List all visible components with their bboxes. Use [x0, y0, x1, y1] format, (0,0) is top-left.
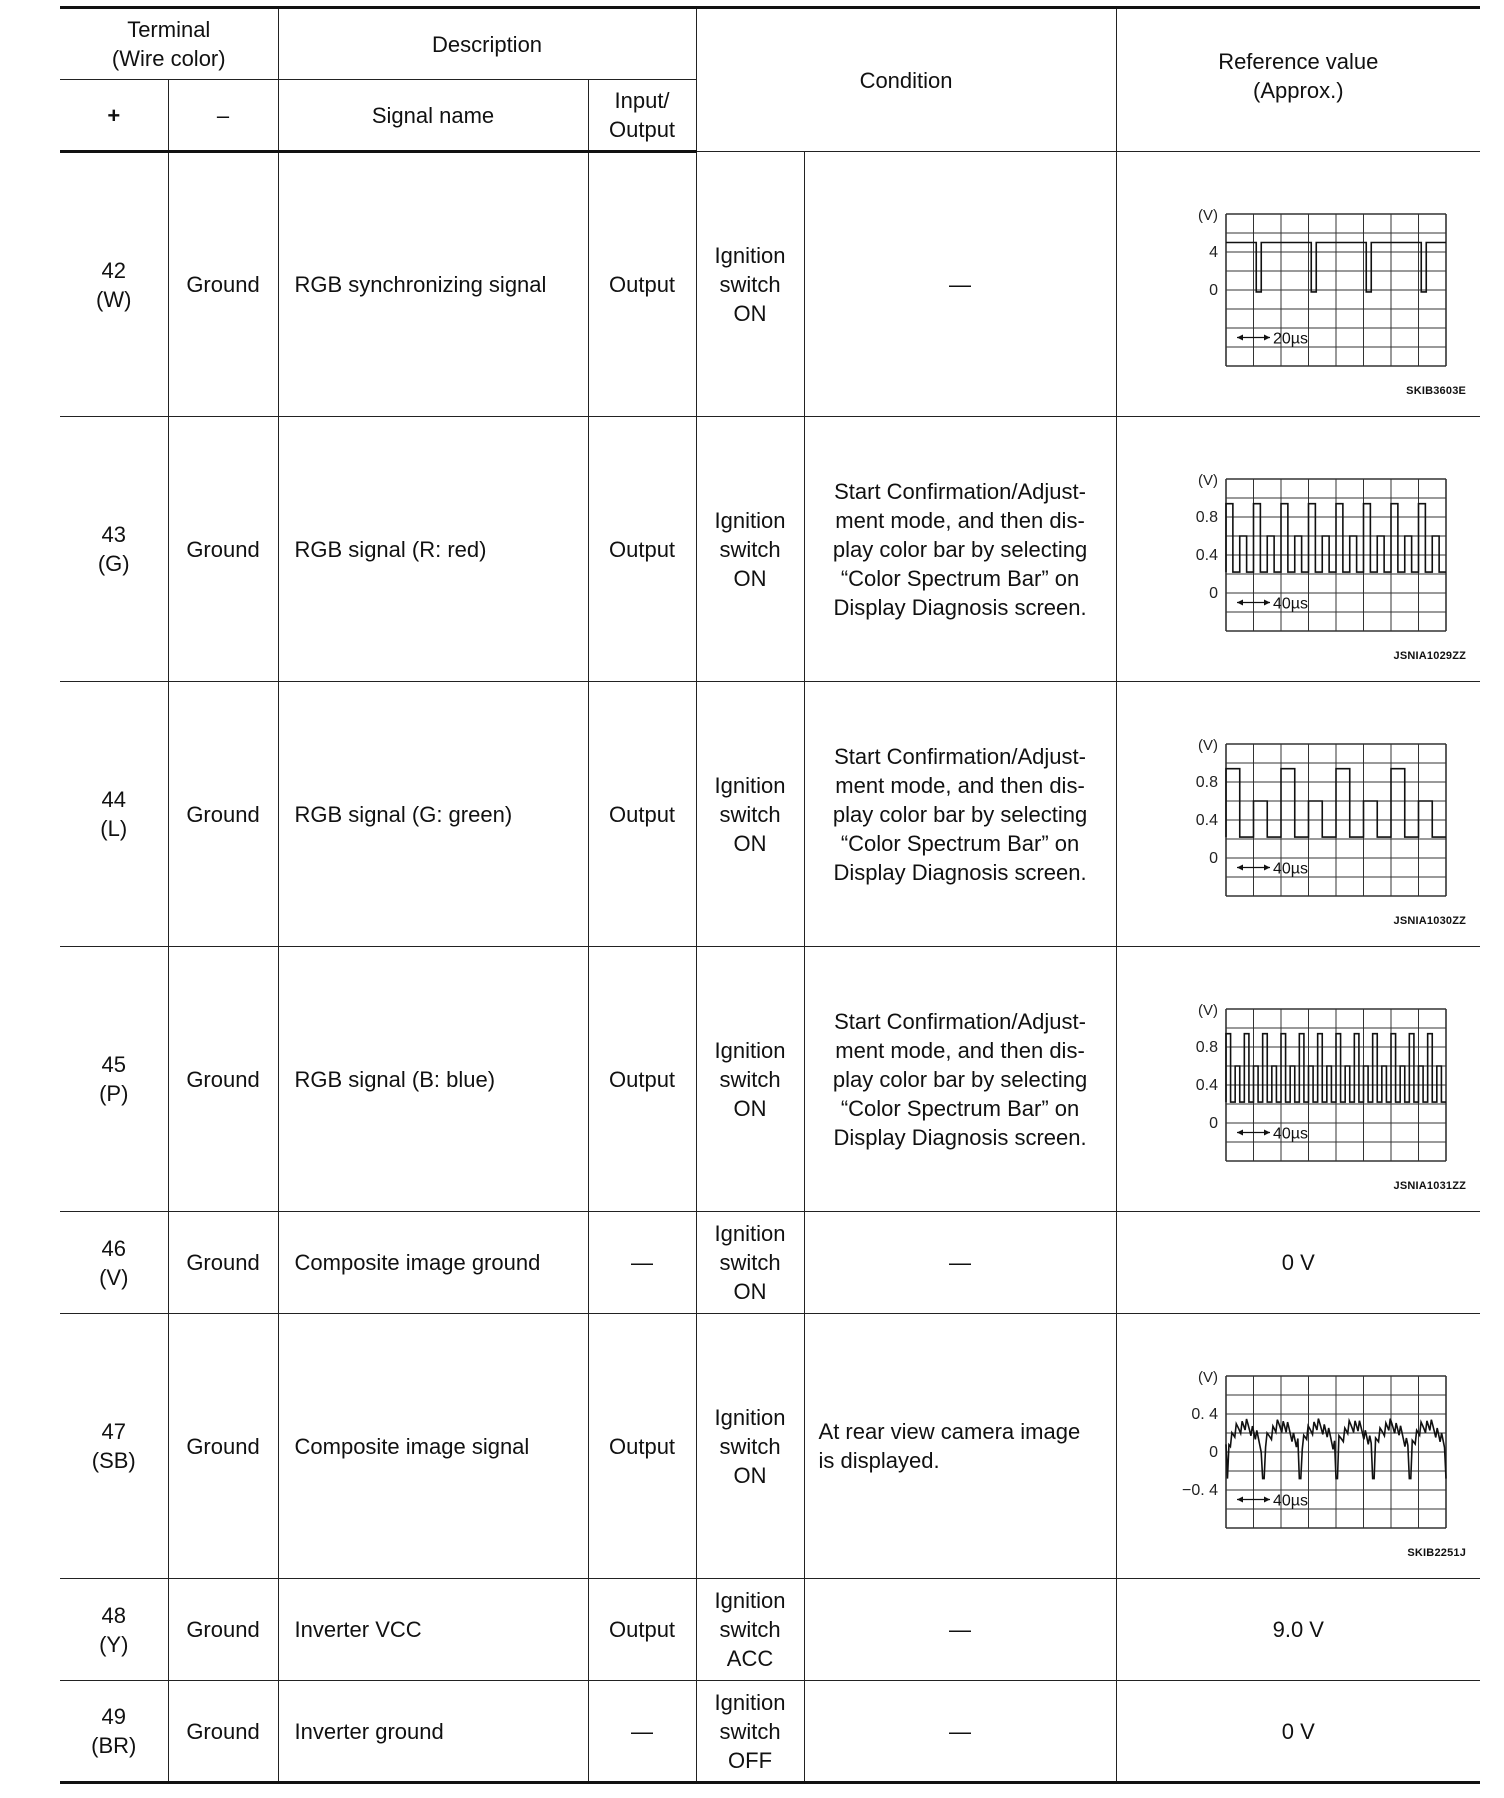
- figure-id: JSNIA1031ZZ: [1393, 1180, 1467, 1192]
- scope-waveform: [1226, 503, 1446, 571]
- terminal-number: 46 (V): [60, 1212, 168, 1314]
- ground-terminal: Ground: [168, 947, 278, 1212]
- terminal-number: 45 (P): [60, 947, 168, 1212]
- io-direction: Output: [588, 1314, 696, 1579]
- condition-detail: Start Confirmation/Adjust- ment mode, and then dis- play color bar by selecting “Color Spectrum Bar” on Display Diagnosis screen.: [804, 417, 1116, 682]
- ignition-condition: Ignition switch ON: [696, 417, 804, 682]
- io-direction: Output: [588, 1579, 696, 1681]
- scope-unit-label: (V): [1198, 1368, 1219, 1386]
- reference-value: [1116, 1579, 1480, 1681]
- table-row: [60, 1579, 1480, 1681]
- ignition-condition: Ignition switch ACC: [696, 1579, 804, 1681]
- scope-unit-label: (V): [1198, 206, 1219, 224]
- scope-tick-label: 0: [1209, 849, 1219, 867]
- signal-name: Inverter ground: [278, 1681, 588, 1783]
- condition-detail: Start Confirmation/Adjust- ment mode, and then dis- play color bar by selecting “Color Spectrum Bar” on Display Diagnosis screen.: [804, 682, 1116, 947]
- scope-tick-label: 0.4: [1196, 546, 1219, 564]
- scope-tick-label: 0: [1209, 1114, 1219, 1132]
- reference-value: [1116, 682, 1480, 947]
- figure-id: SKIB2251J: [1407, 1547, 1467, 1559]
- scope-tick-label: −0. 4: [1182, 1481, 1219, 1499]
- scope-tick-label: 0: [1209, 1443, 1219, 1461]
- signal-name: Composite image ground: [278, 1212, 588, 1314]
- reference-value: [1116, 417, 1480, 682]
- signal-name: Inverter VCC: [278, 1579, 588, 1681]
- condition-detail: At rear view camera image is displayed.: [804, 1314, 1116, 1579]
- signal-name: RGB signal (G: green): [278, 682, 588, 947]
- table-row: [60, 682, 1480, 947]
- header-description: Description: [278, 8, 696, 80]
- reference-value: [1116, 1314, 1480, 1579]
- reference-value: [1116, 1212, 1480, 1314]
- figure-id: JSNIA1030ZZ: [1393, 915, 1467, 927]
- ground-terminal: Ground: [168, 1212, 278, 1314]
- terminal-number: 48 (Y): [60, 1579, 168, 1681]
- ground-terminal: Ground: [168, 1579, 278, 1681]
- terminal-number: 43 (G): [60, 417, 168, 682]
- signal-name: RGB signal (R: red): [278, 417, 588, 682]
- table-row: [60, 1681, 1480, 1783]
- table-row: [60, 947, 1480, 1212]
- ignition-condition: Ignition switch ON: [696, 682, 804, 947]
- scope-unit-label: (V): [1198, 471, 1219, 489]
- oscilloscope-figure: [1148, 192, 1448, 377]
- scope-tick-label: 0.4: [1196, 811, 1219, 829]
- ground-terminal: Ground: [168, 682, 278, 947]
- header-condition: Condition: [696, 8, 1116, 152]
- figure-id: SKIB3603E: [1406, 385, 1467, 397]
- time-scale-label: 20µs: [1273, 330, 1309, 347]
- time-scale-label: 40µs: [1273, 1125, 1309, 1142]
- io-direction: —: [588, 1681, 696, 1783]
- scope-unit-label: (V): [1198, 736, 1219, 754]
- time-scale-label: 40µs: [1273, 860, 1309, 877]
- io-direction: Output: [588, 417, 696, 682]
- ground-terminal: Ground: [168, 1314, 278, 1579]
- reference-value: [1116, 1681, 1480, 1783]
- header-minus: –: [168, 80, 278, 152]
- reference-value: [1116, 947, 1480, 1212]
- ignition-condition: Ignition switch ON: [696, 152, 804, 417]
- header-io: Input/ Output: [588, 80, 696, 152]
- ignition-condition: Ignition switch ON: [696, 1314, 804, 1579]
- table-row: [60, 1212, 1480, 1314]
- table-row: [60, 1314, 1480, 1579]
- oscilloscope-figure: [1148, 1354, 1448, 1539]
- scope-tick-label: 0.4: [1196, 1076, 1219, 1094]
- condition-detail: —: [804, 1681, 1116, 1783]
- time-scale-label: 40µs: [1273, 595, 1309, 612]
- scope-grid: [1226, 1376, 1446, 1528]
- table-row: [60, 152, 1480, 417]
- condition-detail: —: [804, 1212, 1116, 1314]
- io-direction: —: [588, 1212, 696, 1314]
- scope-tick-label: 0.8: [1196, 1038, 1219, 1056]
- scope-waveform: [1226, 768, 1446, 836]
- reference-voltage: 0 V: [1281, 1718, 1315, 1744]
- time-scale-label: 40µs: [1273, 1492, 1309, 1509]
- oscilloscope-figure: [1148, 457, 1448, 642]
- ignition-condition: Ignition switch ON: [696, 947, 804, 1212]
- terminal-spec-table: [60, 6, 1480, 1784]
- ground-terminal: Ground: [168, 152, 278, 417]
- ignition-condition: Ignition switch OFF: [696, 1681, 804, 1783]
- io-direction: Output: [588, 152, 696, 417]
- terminal-number: 47 (SB): [60, 1314, 168, 1579]
- oscilloscope-figure: [1148, 987, 1448, 1172]
- terminal-number: 42 (W): [60, 152, 168, 417]
- scope-tick-label: 0. 4: [1191, 1405, 1219, 1423]
- header-row-1: [60, 8, 1480, 80]
- signal-name: Composite image signal: [278, 1314, 588, 1579]
- scope-tick-label: 0: [1209, 584, 1219, 602]
- terminal-number: 44 (L): [60, 682, 168, 947]
- condition-detail: Start Confirmation/Adjust- ment mode, and then dis- play color bar by selecting “Color Spectrum Bar” on Display Diagnosis screen.: [804, 947, 1116, 1212]
- reference-voltage: 0 V: [1281, 1250, 1315, 1275]
- scope-tick-label: 0: [1209, 281, 1219, 299]
- signal-name: RGB signal (B: blue): [278, 947, 588, 1212]
- condition-detail: —: [804, 1579, 1116, 1681]
- terminal-number: 49 (BR): [60, 1681, 168, 1783]
- condition-detail: —: [804, 152, 1116, 417]
- header-signal-name: Signal name: [278, 80, 588, 152]
- table-row: [60, 417, 1480, 682]
- io-direction: Output: [588, 682, 696, 947]
- header-terminal: Terminal (Wire color): [60, 8, 278, 80]
- scope-tick-label: 4: [1209, 243, 1219, 261]
- reference-value: [1116, 152, 1480, 417]
- ground-terminal: Ground: [168, 1681, 278, 1783]
- oscilloscope-figure: [1148, 722, 1448, 907]
- scope-waveform: [1226, 1033, 1446, 1101]
- scope-tick-label: 0.8: [1196, 508, 1219, 526]
- io-direction: Output: [588, 947, 696, 1212]
- scope-tick-label: 0.8: [1196, 773, 1219, 791]
- header-plus: +: [60, 80, 168, 152]
- scope-grid: [1226, 214, 1446, 366]
- header-reference: Reference value (Approx.): [1116, 8, 1480, 152]
- signal-name: RGB synchronizing signal: [278, 152, 588, 417]
- scope-unit-label: (V): [1198, 1001, 1219, 1019]
- reference-voltage: 9.0 V: [1272, 1617, 1324, 1642]
- ground-terminal: Ground: [168, 417, 278, 682]
- ignition-condition: Ignition switch ON: [696, 1212, 804, 1314]
- figure-id: JSNIA1029ZZ: [1393, 650, 1467, 662]
- table-body: [60, 152, 1480, 1783]
